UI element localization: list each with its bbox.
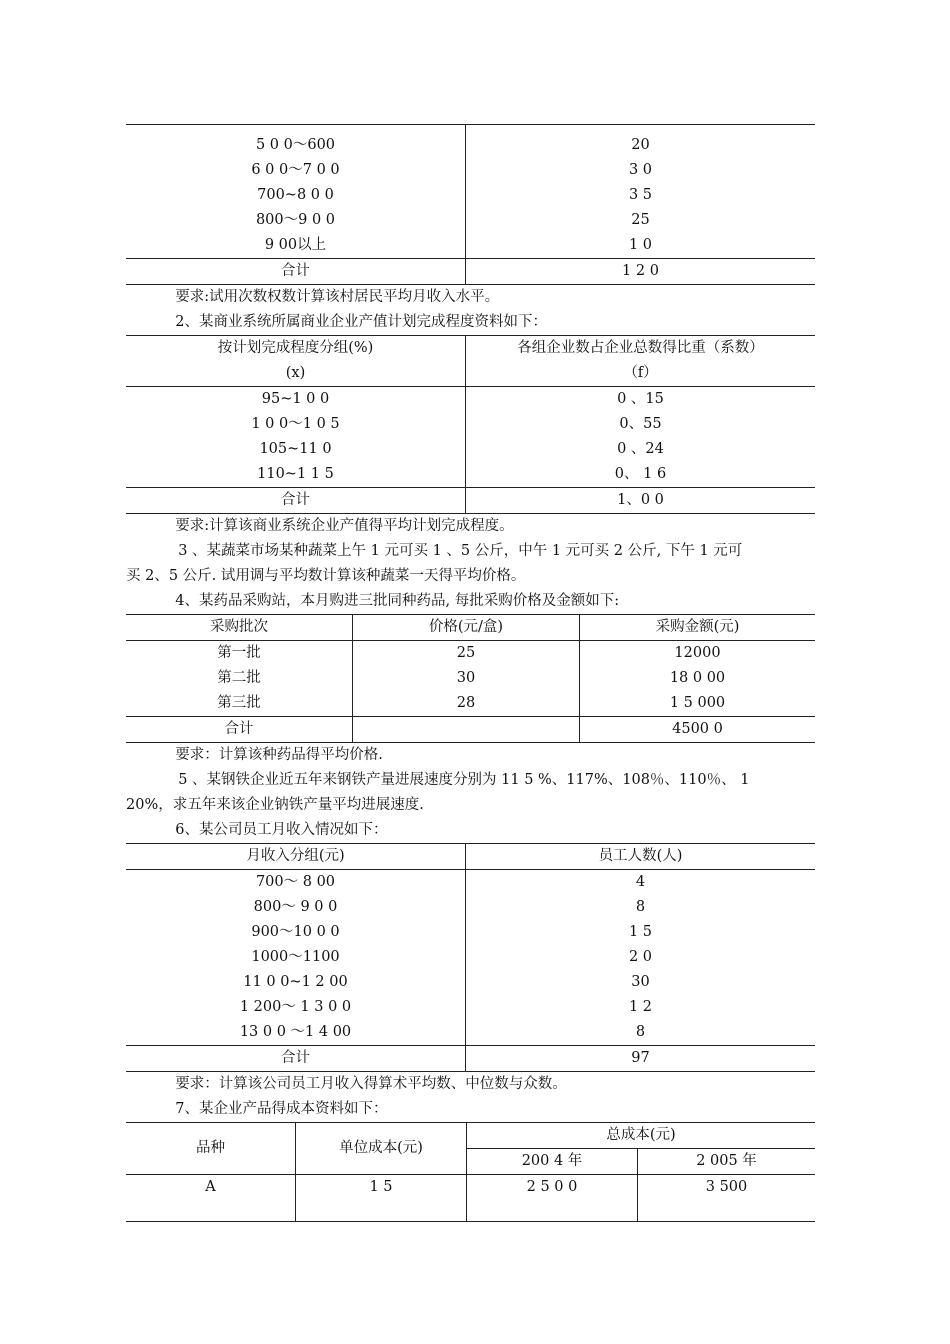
table-header-row: (x) （f） bbox=[126, 361, 815, 387]
table-row: 5 0 0～600 20 bbox=[126, 133, 815, 158]
question-6: 6、某公司员工月收入情况如下： bbox=[175, 822, 388, 838]
table-row: 800～ 9 0 0 8 bbox=[126, 895, 815, 920]
table-row: 700～ 8 00 4 bbox=[126, 870, 815, 896]
table-row: 700~8 0 0 3 5 bbox=[126, 183, 815, 208]
table-row: 900～10 0 0 1 5 bbox=[126, 920, 815, 945]
table-total-row: 合计 4500 0 bbox=[126, 717, 815, 743]
table-row: 6 0 0～7 0 0 3 0 bbox=[126, 158, 815, 183]
table-row: 第一批 25 12000 bbox=[126, 641, 815, 667]
table-row: 9 00以上 1 0 bbox=[126, 233, 815, 259]
table-row: 800～9 0 0 25 bbox=[126, 208, 815, 233]
table-row bbox=[126, 125, 815, 134]
table-total-row: 合计 97 bbox=[126, 1046, 815, 1072]
drug-purchase-table bbox=[126, 614, 815, 743]
table-row: 105~11 0 0 、24 bbox=[126, 437, 815, 462]
table-row: 1000～1100 2 0 bbox=[126, 945, 815, 970]
income-distribution-table bbox=[126, 124, 815, 285]
plan-completion-table bbox=[126, 335, 815, 514]
table-row: 110~1 1 5 0、 1 6 bbox=[126, 462, 815, 488]
employee-income-table bbox=[126, 843, 815, 1072]
table-row: 13 0 0 ～1 4 00 8 bbox=[126, 1020, 815, 1046]
requirement-4: 要求：计算该种药品得平均价格. bbox=[175, 747, 383, 763]
document-page bbox=[126, 124, 815, 1222]
requirement-1: 要求:试用次数权数计算该村居民平均月收入水平。 bbox=[175, 289, 500, 305]
question-4: 4、某药品采购站，本月购进三批同种药品, 每批采购价格及金额如下: bbox=[175, 593, 620, 609]
table-header-row: 月收入分组(元) 员工人数(人) bbox=[126, 844, 815, 870]
table-row: 1 0 0～1 0 5 0、55 bbox=[126, 412, 815, 437]
product-cost-table bbox=[126, 1122, 815, 1222]
table-header-row: 采购批次 价格(元/盒) 采购金额(元) bbox=[126, 615, 815, 641]
question-7: 7、某企业产品得成本资料如下： bbox=[175, 1101, 388, 1117]
table-row: 1 200～ 1 3 0 0 1 2 bbox=[126, 995, 815, 1020]
table-header-row: 品种 单位成本(元) 总成本(元) bbox=[126, 1123, 815, 1149]
table-row: 第二批 30 18 0 00 bbox=[126, 666, 815, 691]
table-header-row: 200 4 年 2 005 年 bbox=[126, 1149, 815, 1175]
question-3-line-2: 买 2、5 公斤. 试用调与平均数计算该种蔬菜一天得平均价格。 bbox=[126, 568, 526, 584]
question-2: 2、某商业系统所属商业企业产值计划完成程度资料如下： bbox=[175, 314, 548, 330]
question-3-line-1: 3 、某蔬菜市场某种蔬菜上午 1 元可买 1 、5 公斤，中午 1 元可买 2 公斤, 下午 1 元可 bbox=[178, 543, 743, 559]
table-total-row: 合计 1、0 0 bbox=[126, 488, 815, 514]
requirement-6: 要求：计算该公司员工月收入得算术平均数、中位数与众数。 bbox=[175, 1076, 567, 1092]
table-row: 95~1 0 0 0 、15 bbox=[126, 387, 815, 413]
requirement-2: 要求:计算该商业系统企业产值得平均计划完成程度。 bbox=[175, 518, 514, 534]
table-row: 11 0 0~1 2 00 30 bbox=[126, 970, 815, 995]
question-5-line-2: 20%，求五年来该企业钠铁产量平均进展速度. bbox=[126, 797, 424, 813]
question-5-line-1: 5 、某钢铁企业近五年来钢铁产量进展速度分别为 11 5 %、117%、108％、110％、 1 bbox=[178, 772, 750, 788]
table-row: 第三批 28 1 5 000 bbox=[126, 691, 815, 717]
table-row: A 1 5 2 5 0 0 3 500 bbox=[126, 1175, 815, 1222]
table-header-row: 按计划完成程度分组(%) 各组企业数占企业总数得比重（系数） bbox=[126, 336, 815, 362]
table-total-row: 合计 1 2 0 bbox=[126, 259, 815, 285]
